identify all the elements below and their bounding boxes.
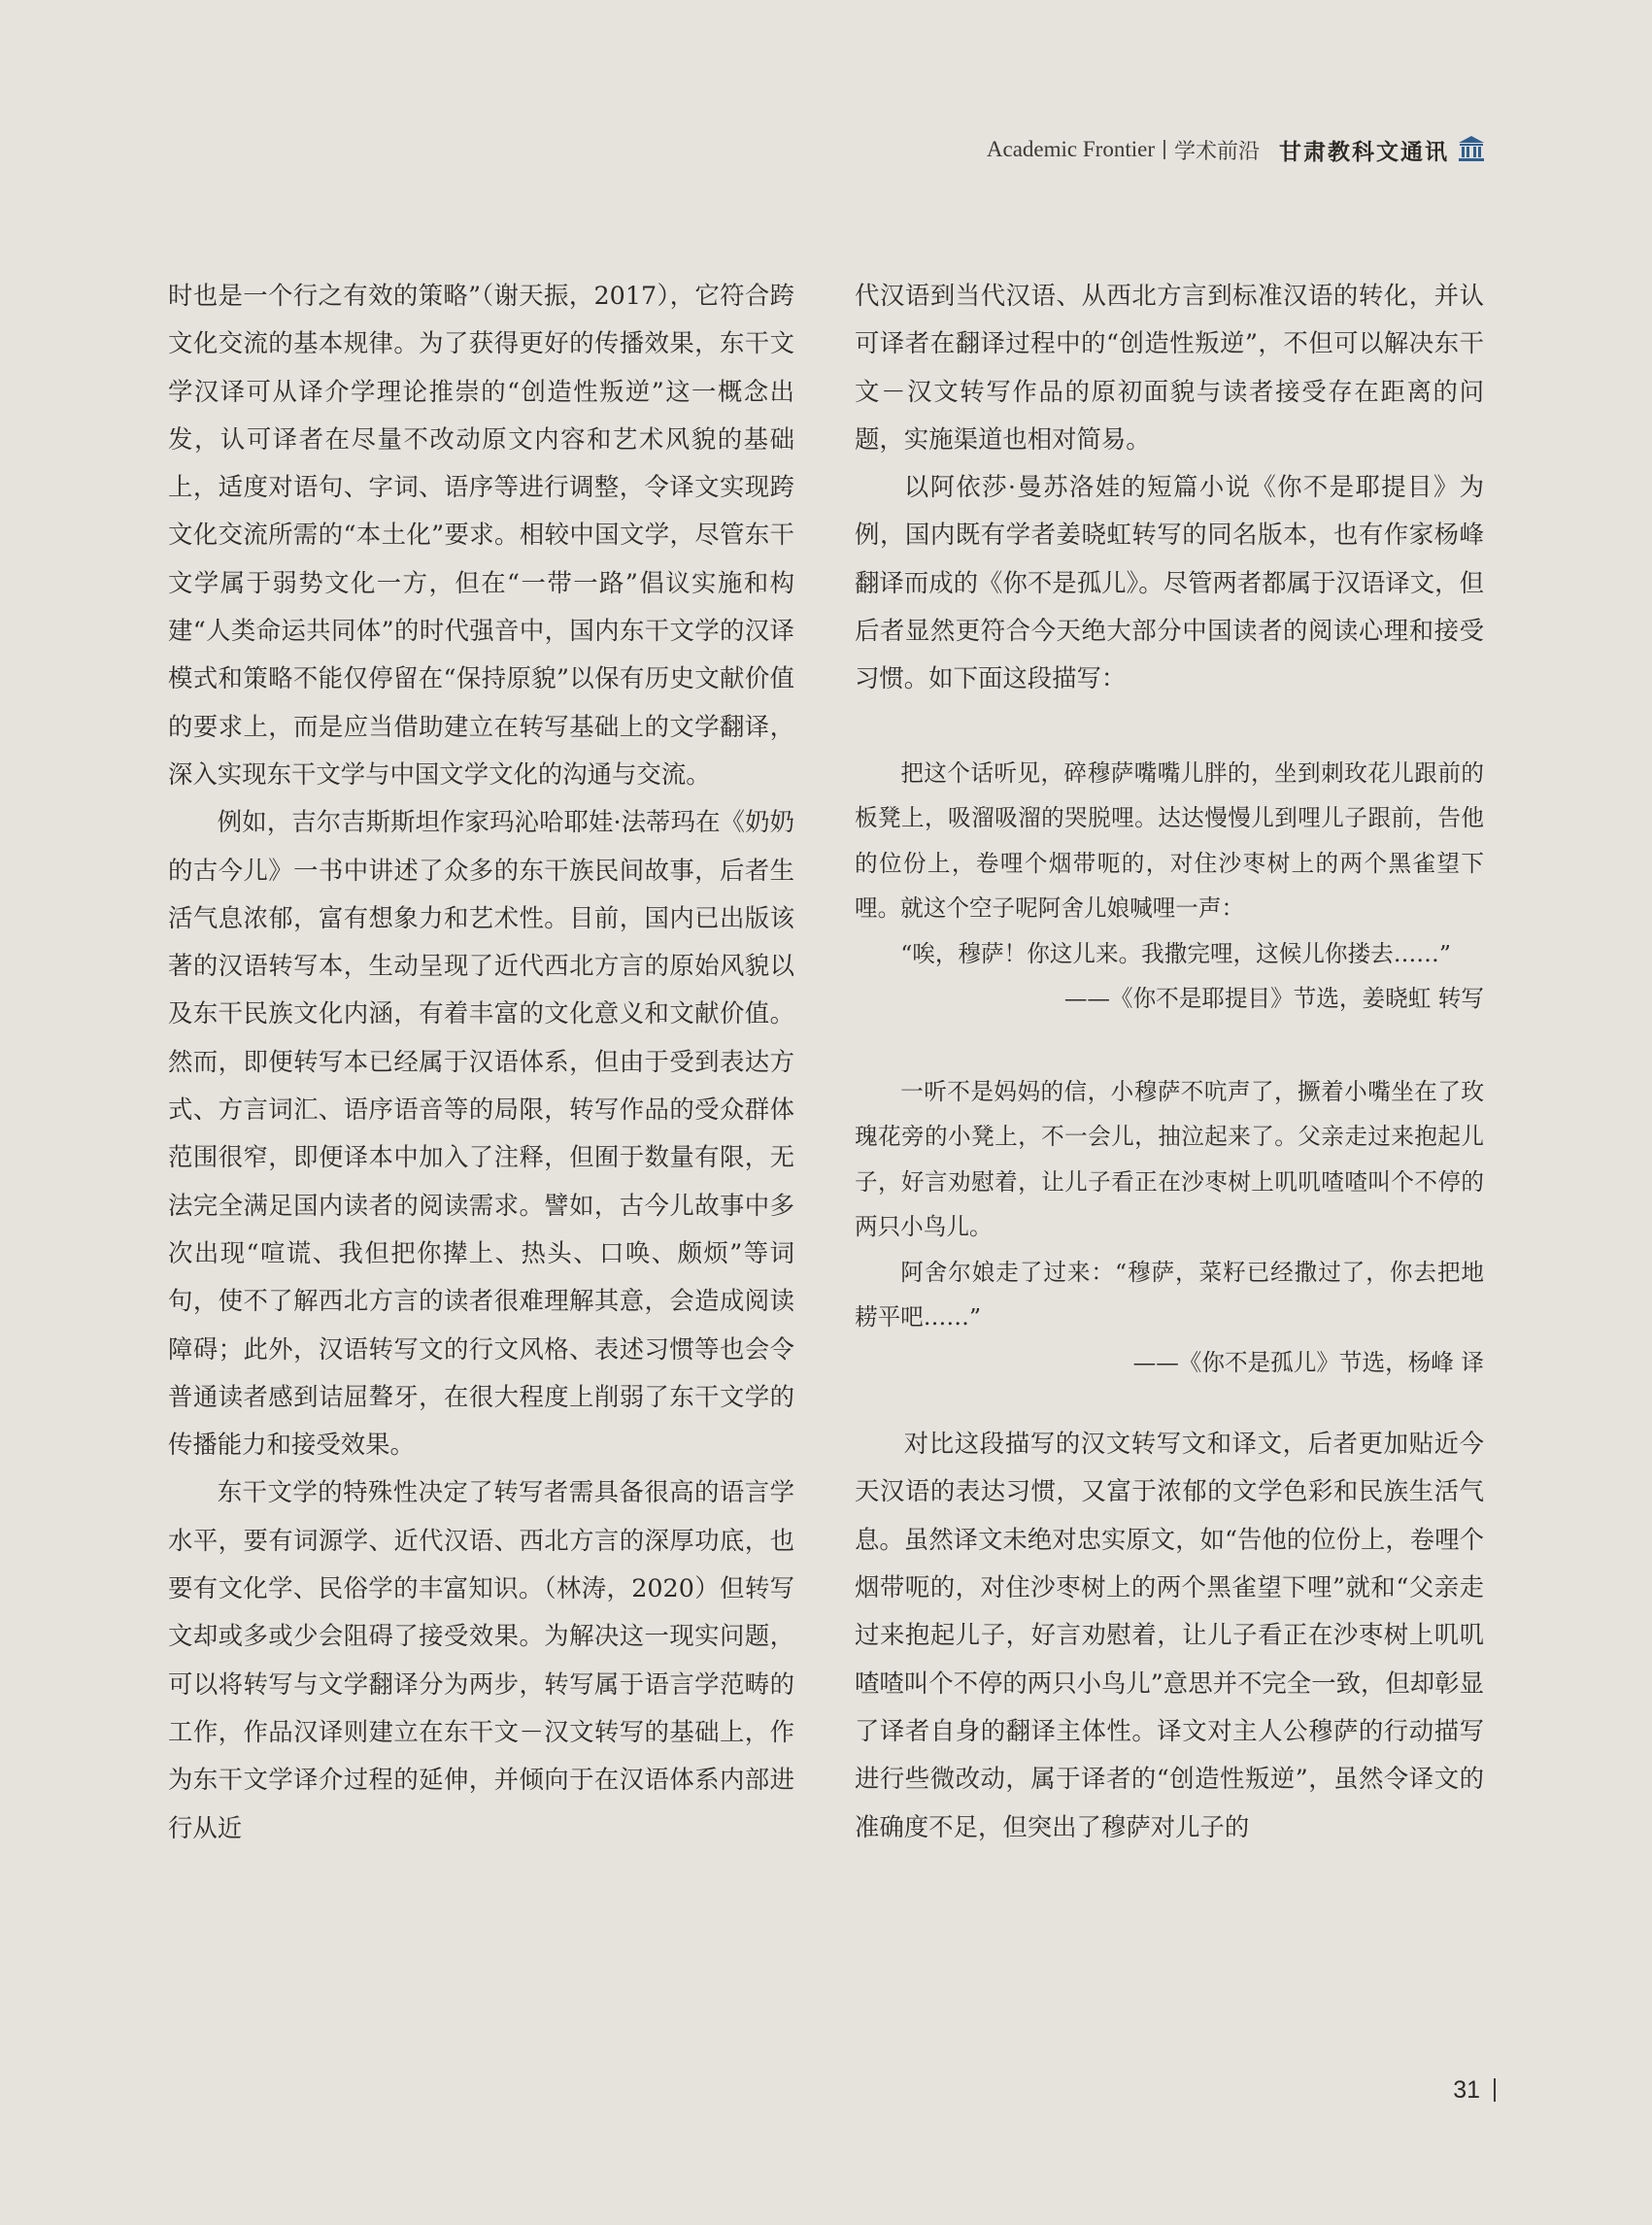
journal-title: 甘肃教科文通讯: [1279, 138, 1449, 165]
page-number-divider: [1494, 2078, 1496, 2102]
body-paragraph: 东干文学的特殊性决定了转写者需具备很高的语言学水平，要有词源学、近代汉语、西北方言的深厚功底，也要有文化学、民俗学的丰富知识。（林涛，2020）但转写文却或多或少会阻碍了接受效果。为解决这一现实问题，可以将转写与文学翻译分为两步，转写属于语言学范畴的工作，作品汉译则建立在东干文－汉文转写的基础上，作为东干文学译介过程的延伸，并倾向于在汉语体系内部进行从近: [168, 1477, 794, 1842]
journal-logo-icon: [1457, 134, 1486, 165]
running-header: [893, 132, 1486, 167]
journal-section-chinese: 学术前沿: [1173, 139, 1260, 164]
right-column: [855, 272, 1484, 1851]
body-paragraph: 例如，吉尔吉斯斯坦作家玛沁哈耶娃·法蒂玛在《奶奶的古今儿》一书中讲述了众多的东干族民间故事，后者生活气息浓郁，富有想象力和艺术性。目前，国内已出版该著的汉语转写本，生动呈现了近代西北方言的原始风貌以及东干民族文化内涵，有着丰富的文化意义和文献价值。然而，即便转写本已经属于汉语体系，但由于受到表达方式、方言词汇、语序语音等的局限，转写作品的受众群体范围很窄，即便译本中加入了注释，但囿于数量有限，无法完全满足国内读者的阅读需求。譬如，古今儿故事中多次出现“喧谎、我但把你撵上、热头、口唤、颇烦”等词句，使不了解西北方言的读者很难理解其意，会造成阅读障碍；此外，汉语转写文的行文风格、表述习惯等也会令普通读者感到诘屈聱牙，在很大程度上削弱了东干文学的传播能力和接受效果。: [168, 807, 794, 1460]
left-column: [168, 272, 794, 1852]
spacer: [855, 703, 1484, 751]
quote-source: ——《你不是耶提目》节选，姜晓虹 转写: [1063, 985, 1484, 1013]
spacer: [855, 1385, 1484, 1420]
quote-paragraph: 阿舍尔娘走了过来：“穆萨，菜籽已经撒过了，你去把地耢平吧……”: [855, 1258, 1484, 1332]
quote-source: ——《你不是孤儿》节选，杨峰 译: [1132, 1348, 1484, 1376]
block-quote-transcription: [855, 751, 1484, 1022]
body-paragraph: 代汉语到当代汉语、从西北方言到标准汉语的转化，并认可译者在翻译过程中的“创造性叛逆”，不但可以解决东干文－汉文转写作品的原初面貌与读者接受存在距离的问题，实施渠道也相对简易。: [855, 281, 1484, 454]
journal-section-english: Academic Frontier: [986, 137, 1155, 161]
body-paragraph: 对比这段描写的汉文转写文和译文，后者更加贴近今天汉语的表达习惯，又富于浓郁的文学色彩和民族生活气息。虽然译文未绝对忠实原文，如“告他的位份上，卷哩个烟带呃的，对住沙枣树上的两个黑雀望下哩”就和“父亲走过来抱起儿子，好言劝慰着，让儿子看正在沙枣树上叽叽喳喳叫个不停的两只小鸟儿”意思并不完全一致，但却彰显了译者自身的翻译主体性。译文对主人公穆萨的行动描写进行些微改动，属于译者的“创造性叛逆”，虽然令译文的准确度不足，但突出了穆萨对儿子的: [855, 1429, 1484, 1841]
body-paragraph: 以阿依莎·曼苏洛娃的短篇小说《你不是耶提目》为例，国内既有学者姜晓虹转写的同名版本，也有作家杨峰翻译而成的《你不是孤儿》。尽管两者都属于汉语译文，但后者显然更符合今天绝大部分中国读者的阅读心理和接受习惯。如下面这段描写：: [855, 472, 1484, 693]
quote-paragraph: “唉，穆萨！你这儿来。我撒完哩，这候儿你搂去……”: [900, 939, 1451, 967]
page-number: [1418, 2071, 1496, 2109]
body-paragraph: 时也是一个行之有效的策略”（谢天振，2017），它符合跨文化交流的基本规律。为了获得更好的传播效果，东干文学汉译可从译介学理论推崇的“创造性叛逆”这一概念出发，认可译者在尽量不改动原文内容和艺术风貌的基础上，适度对语句、字词、语序等进行调整，令译文实现跨文化交流所需的“本土化”要求。相较中国文学，尽管东干文学属于弱势文化一方，但在“一带一路”倡议实施和构建“人类命运共同体”的时代强音中，国内东干文学的汉译模式和策略不能仅停留在“保持原貌”以保有历史文献价值的要求上，而是应当借助建立在转写基础上的文学翻译，深入实现东干文学与中国文学文化的沟通与交流。: [168, 281, 794, 789]
quote-paragraph: 一听不是妈妈的信，小穆萨不吭声了，撅着小嘴坐在了玫瑰花旁的小凳上，不一会儿，抽泣起来了。父亲走过来抱起儿子，好言劝慰着，让儿子看正在沙枣树上叽叽喳喳叫个不停的两只小鸟儿。: [855, 1077, 1484, 1241]
block-quote-translation: [855, 1069, 1484, 1386]
header-divider: [1163, 140, 1165, 159]
page-number-text: 31: [1453, 2075, 1480, 2104]
quote-paragraph: 把这个话听见，碎穆萨嘴嘴儿胖的，坐到刺玫花儿跟前的板凳上，吸溜吸溜的哭脱哩。达达慢慢儿到哩儿子跟前，告他的位份上，卷哩个烟带呃的，对住沙枣树上的两个黑雀望下哩。就这个空子呢阿舍儿娘喊哩一声：: [855, 759, 1484, 923]
spacer: [855, 1022, 1484, 1069]
